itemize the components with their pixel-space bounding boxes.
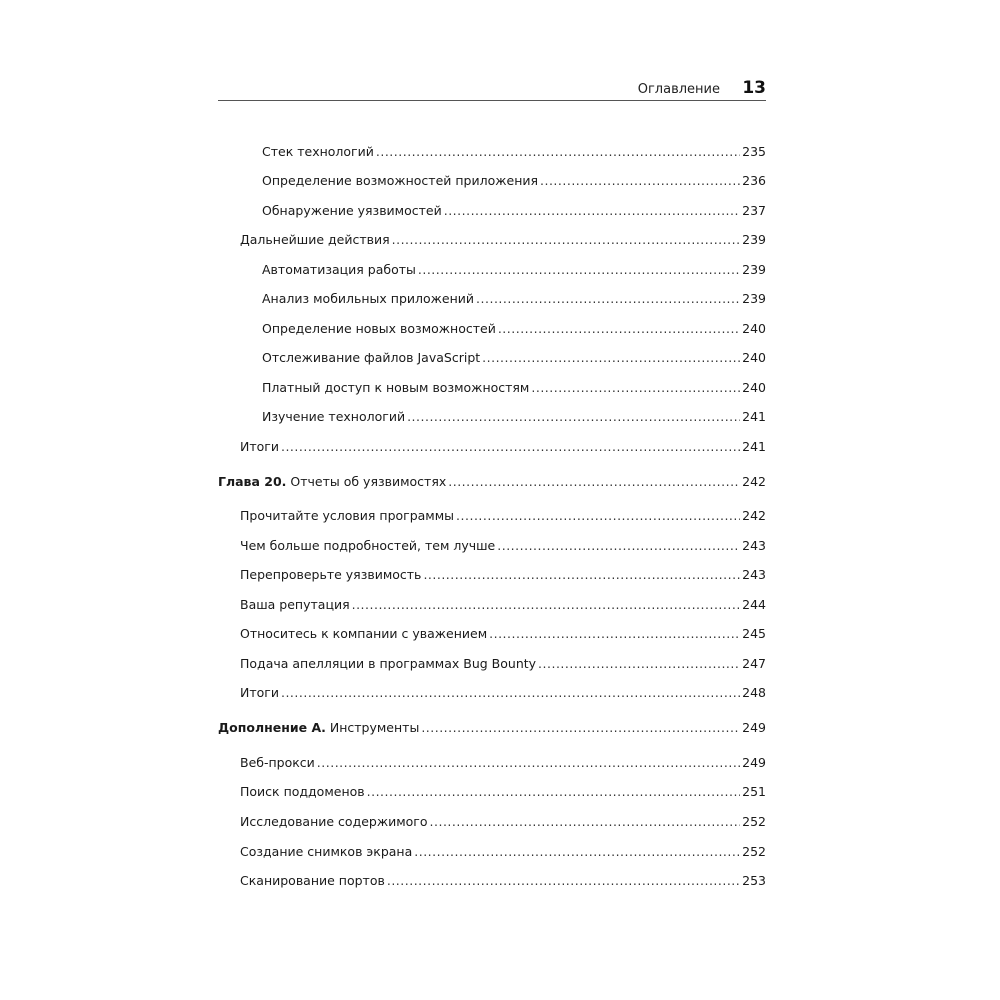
toc-entry	[240, 596, 766, 614]
toc-entry-title: Определение возможностей приложения	[262, 173, 539, 188]
toc-entry-page: 252	[742, 814, 766, 829]
toc-entry-title: Сканирование портов	[240, 873, 385, 888]
toc-entry	[262, 379, 766, 397]
toc-entry-page: 239	[742, 291, 766, 306]
toc-entry	[240, 231, 766, 249]
toc-appendix-entry	[218, 719, 766, 737]
dot-leader	[317, 754, 740, 772]
toc-entry	[240, 625, 766, 643]
toc-entry	[262, 261, 766, 279]
dot-leader	[367, 783, 741, 801]
toc-entry-title: Ваша репутация	[240, 597, 350, 612]
toc-entry	[262, 349, 766, 367]
dot-leader	[407, 408, 740, 426]
toc-entry-title: Изучение технологий	[262, 409, 406, 424]
toc-entry-title: Дальнейшие действия	[240, 232, 390, 247]
dot-leader	[376, 143, 740, 161]
toc-entry-page: 240	[742, 380, 766, 395]
toc-entry-title: Чем больше подробностей, тем лучше	[240, 538, 496, 553]
toc-entry	[262, 172, 766, 190]
dot-leader	[456, 507, 740, 525]
toc-entry-title: Подача апелляции в программах Bug Bounty	[240, 656, 537, 671]
toc-entry	[240, 813, 766, 831]
toc-entry	[240, 537, 766, 555]
dot-leader	[392, 231, 741, 249]
toc-entry-page: 241	[742, 409, 766, 424]
toc-entry-title: Прочитайте условия программы	[240, 508, 455, 523]
dot-leader	[430, 813, 741, 831]
toc-entry-title: Стек технологий	[262, 144, 374, 159]
toc-entry	[240, 754, 766, 772]
toc-entry-page: 245	[742, 626, 766, 641]
dot-leader	[387, 872, 740, 890]
toc-entry-title: Относитесь к компании с уважением	[240, 626, 488, 641]
toc-entry-title: Отслеживание файлов JavaScript	[262, 350, 481, 365]
toc-entry	[240, 507, 766, 525]
toc-entry	[262, 143, 766, 161]
toc-entry-page: 251	[742, 784, 766, 799]
dot-leader	[482, 349, 740, 367]
dot-leader	[421, 719, 740, 737]
toc-entry-title	[218, 719, 419, 737]
toc-entry-page: 248	[742, 685, 766, 700]
toc-entry	[240, 872, 766, 890]
dot-leader	[489, 625, 740, 643]
toc-entry-page: 249	[742, 720, 766, 735]
chapter-label: Глава 20.	[218, 474, 287, 489]
dot-leader	[418, 261, 740, 279]
dot-leader	[414, 843, 740, 861]
toc-entry-title: Поиск поддоменов	[240, 784, 365, 799]
dot-leader	[281, 438, 740, 456]
running-header	[218, 74, 766, 101]
toc-entry-page: 243	[742, 567, 766, 582]
toc-entry	[240, 655, 766, 673]
toc-entry-title: Итоги	[240, 685, 279, 700]
toc-entry-page: 240	[742, 350, 766, 365]
header-page-number: 13	[742, 78, 766, 98]
toc-entry	[240, 566, 766, 584]
toc-entry-title: Итоги	[240, 439, 279, 454]
dot-leader	[540, 172, 740, 190]
toc-entry-page: 242	[742, 474, 766, 489]
appendix-label: Дополнение А.	[218, 720, 326, 735]
toc-entry-page: 253	[742, 873, 766, 888]
dot-leader	[423, 566, 740, 584]
toc-entry	[240, 783, 766, 801]
toc-entry-page: 242	[742, 508, 766, 523]
toc-entry-page: 239	[742, 232, 766, 247]
dot-leader	[498, 320, 740, 338]
toc-entry	[262, 320, 766, 338]
toc-entry-title: Анализ мобильных приложений	[262, 291, 475, 306]
toc-entry-page: 243	[742, 538, 766, 553]
toc-chapter-entry	[218, 473, 766, 491]
appendix-title: Инструменты	[329, 720, 420, 735]
dot-leader	[497, 537, 740, 555]
dot-leader	[448, 473, 740, 491]
toc-entry-title: Создание снимков экрана	[240, 844, 413, 859]
toc-entry-page: 237	[742, 203, 766, 218]
toc-entry-title: Платный доступ к новым возможностям	[262, 380, 530, 395]
chapter-title: Отчеты об уязвимостях	[290, 474, 447, 489]
toc-entry-title: Автоматизация работы	[262, 262, 416, 277]
toc-entry-page: 235	[742, 144, 766, 159]
dot-leader	[444, 202, 740, 220]
toc-entry	[240, 843, 766, 861]
toc-entry-page: 236	[742, 173, 766, 188]
dot-leader	[476, 290, 740, 308]
dot-leader	[531, 379, 740, 397]
toc-entry-page: 244	[742, 597, 766, 612]
toc-entry-page: 239	[742, 262, 766, 277]
toc-entry-page: 249	[742, 755, 766, 770]
toc-entry	[262, 202, 766, 220]
dot-leader	[352, 596, 741, 614]
toc-entry	[262, 408, 766, 426]
toc-entry-title	[218, 473, 446, 491]
toc-entry	[240, 684, 766, 702]
toc-entry-page: 241	[742, 439, 766, 454]
toc-entry-page: 240	[742, 321, 766, 336]
dot-leader	[538, 655, 740, 673]
header-section-name: Оглавление	[637, 82, 720, 97]
dot-leader	[281, 684, 740, 702]
toc-entry-title: Определение новых возможностей	[262, 321, 496, 336]
toc-entry	[262, 290, 766, 308]
toc-entry-title: Перепроверьте уязвимость	[240, 567, 422, 582]
toc-entry	[240, 438, 766, 456]
toc-entry-page: 252	[742, 844, 766, 859]
toc-entry-title: Веб-прокси	[240, 755, 315, 770]
toc-entry-title: Исследование содержимого	[240, 814, 428, 829]
toc-entry-page: 247	[742, 656, 766, 671]
toc-entry-title: Обнаружение уязвимостей	[262, 203, 442, 218]
